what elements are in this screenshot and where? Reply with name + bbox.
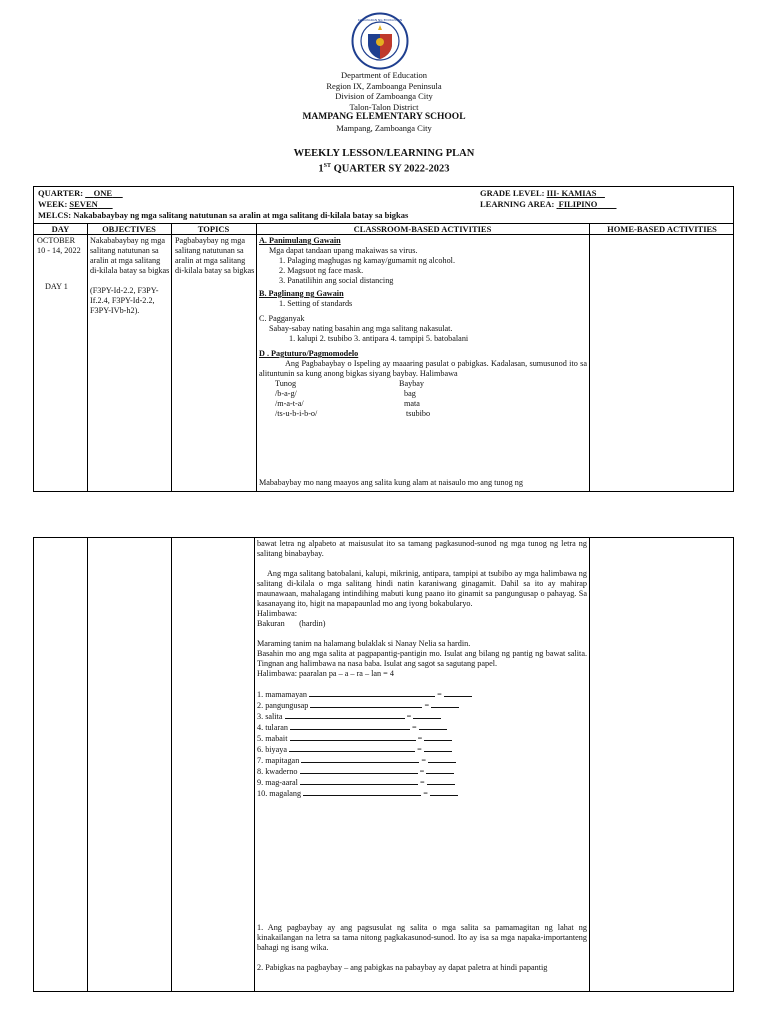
continued-paragraph: bawat letra ng alpabeto at maisusulat ito sa tamang pagkasunod-sunod ng mga tunog ng letra ng salitang binabaybay. [257, 539, 587, 558]
section-b-heading: B. Paglinang ng Gawain [259, 289, 344, 298]
objective-codes: (F3PY-Id-2.2, F3PY-If.2.4, F3PY-Id-2.2, F3PY-IVb-h2). [90, 286, 159, 315]
example-word-row: Bakuran (hardin) [257, 619, 326, 628]
section-d-paragraph: Ang Pagbabaybay o Ispeling ay maaaring pasulat o pabigkas. Kadalasan, sumusunod ito sa alituntunin sa kung anong bigkas siyang baybay. Halimbawa [259, 359, 587, 378]
spelling-definitions [257, 923, 587, 973]
example-label: Halimbawa: [257, 609, 298, 618]
list-item: 1. Palaging maghugas ng kamay/gumamit ng alcohol. [279, 256, 455, 265]
classroom-activities-cell [259, 236, 587, 419]
section-c-intro: Sabay-sabay nating basahin ang mga salitang nakasulat. [269, 324, 453, 333]
plan-title-line1: WEEKLY LESSON/LEARNING PLAN [293, 148, 475, 159]
col-divider [254, 538, 255, 991]
plan-title [0, 148, 768, 176]
col-topics-header: TOPICS [197, 224, 230, 234]
week-field: WEEK: SEVEN [38, 199, 98, 209]
exercise-item: 8. kwaderno = [257, 766, 587, 777]
col-day-header: DAY [51, 224, 70, 234]
section-d-heading: D . Pagtuturo/Pagmomodelo [259, 349, 359, 358]
exercise-item: 6. biyaya = [257, 744, 587, 755]
lesson-plan-table-continued [33, 537, 734, 992]
exercise-item: 5. mabait = [257, 733, 587, 744]
grade-level-field: GRADE LEVEL: III- KAMIAS [480, 188, 597, 198]
col-classroom-header: CLASSROOM-BASED ACTIVITIES [353, 224, 492, 234]
exercise-item: 9. mag-aaral = [257, 777, 587, 788]
svg-text:KAGAWARAN NG EDUKASYON: KAGAWARAN NG EDUKASYON [357, 18, 403, 22]
division-name: Division of Zamboanga City [335, 91, 433, 101]
col-home-header: HOME-BASED ACTIVITIES [607, 224, 717, 234]
exercise-item: 10. magalang = [257, 788, 587, 799]
quarter-field: QUARTER: ONE [38, 188, 113, 198]
unfamiliar-words-paragraph: Ang mga salitang batobalani, kalupi, mikrinig, antipara, tampipi at tsubibo ay mga halimbawa ng salitang di-kilala o mga salitang hindi natin karaniwang ginagamit. Dahil sa ito ay mahirap maunawaan, mahalagang intindihing mabuti kung paano ito ginamit sa pangungusap o pahayag. Sa kasanayang ito, higit na mapapaunlad mo ang iyong bokabularyo. [257, 569, 587, 608]
col-divider [87, 223, 88, 491]
section-a-heading: A. Panimulang Gawain [259, 236, 341, 245]
examples-col-header: Tunog [275, 379, 297, 388]
school-address: Mampang, Zamboanga City [336, 122, 432, 133]
district-name: Talon-Talon District [349, 101, 419, 112]
exercise-item: 7. mapitagan = [257, 755, 587, 766]
example-sound: /b-a-g/ [275, 389, 297, 398]
exercise-item: 3. salita = [257, 711, 587, 722]
example-spelling: bag [404, 389, 416, 398]
day-label: DAY 1 [45, 282, 68, 291]
date-range: OCTOBER 10 - 14, 2022 [37, 236, 81, 255]
example-spelling: tsubibo [406, 409, 431, 418]
exercise-item: 2. pangungusap = [257, 700, 587, 711]
topic-text: Pagbabaybay ng mga salitang natutunan sa aralin at mga salitang di-kilala batay sa bigkas [175, 236, 255, 275]
list-item: 1. Setting of standards [279, 299, 353, 308]
classroom-activities-continued [257, 539, 587, 799]
plan-title-line2: 1ST QUARTER SY 2022-2023 [318, 163, 450, 175]
exercise-example: Halimbawa: paaralan pa – a – ra – lan = 4 [257, 669, 394, 678]
example-sound: /ts-u-b-i-b-o/ [275, 409, 318, 418]
lesson-plan-table [33, 186, 734, 492]
exercise-item: 1. mamamayan = [257, 689, 587, 700]
exercise-instructions: Basahin mo ang mga salita at pagpapantig-pantigin mo. Isulat ang bilang ng pantig ng bawat salita. Tingnan ang halimbawa na nasa baba. Isulat ang sagot sa sagutang papel. [257, 649, 587, 668]
col-divider [589, 538, 590, 991]
example-sound: /m-a-t-a/ [275, 399, 304, 408]
melcs-field: MELCS: Nakababaybay ng mga salitang natutunan sa aralin at mga salitang di-kilala batay sa bigkas [38, 210, 409, 220]
definition-1: 1. Ang pagbaybay ay ang pagsusulat ng salita o mga salita sa pamamagitan ng lahat ng kinakailangan na letra sa tama nitong pagkakasunod-sunod. Ito ay isa sa mga napaka-importanteng bahagi ng isang wika. [257, 923, 587, 952]
day-cell [37, 236, 85, 292]
exercise-item: 4. tularan = [257, 722, 587, 733]
learning-area-field: LEARNING AREA: FILIPINO [480, 199, 598, 209]
spelling-examples [259, 379, 587, 419]
list-item: 3. Panatilihin ang social distancing [279, 276, 394, 285]
col-divider [171, 223, 172, 491]
section-c-heading: C. Pagganyak [259, 314, 305, 323]
definition-2: 2. Pabigkas na pagbaybay – ang pabigkas na pabaybay ay dapat paletra at hindi papantig [257, 963, 548, 972]
objective-text: Nakababaybay ng mga salitang natutunan sa aralin at mga salitang di-kilala batay sa bigkas [90, 236, 170, 275]
school-name: MAMPANG ELEMENTARY SCHOOL [302, 112, 466, 122]
topics-cell [175, 236, 255, 276]
section-d-tail: Mababaybay mo nang maayos ang salita kung alam at naisaulo mo ang tunog ng [259, 478, 523, 487]
list-item: 2. Magsuot ng face mask. [279, 266, 364, 275]
word-list: 1. kalupi 2. tsubibo 3. antipara 4. tampipi 5. batobalani [289, 334, 469, 343]
examples-col-header: Baybay [399, 379, 425, 388]
example-sentence: Maraming tanim na halamang bulaklak si Nanay Nelia sa hardin. [257, 639, 471, 648]
objectives-cell [90, 236, 170, 316]
deped-seal-icon [351, 12, 409, 70]
agency-name: Department of Education [341, 70, 427, 80]
document-header [0, 70, 768, 133]
section-a-intro: Mga dapat tandaan upang makaiwas sa virus. [269, 246, 418, 255]
col-divider [171, 538, 172, 991]
col-divider [87, 538, 88, 991]
example-spelling: mata [404, 399, 420, 408]
column-header-row [34, 223, 733, 235]
col-divider [589, 223, 590, 491]
col-divider [256, 223, 257, 491]
col-objectives-header: OBJECTIVES [102, 224, 156, 234]
region-name: Region IX, Zamboanga Peninsula [326, 80, 442, 91]
